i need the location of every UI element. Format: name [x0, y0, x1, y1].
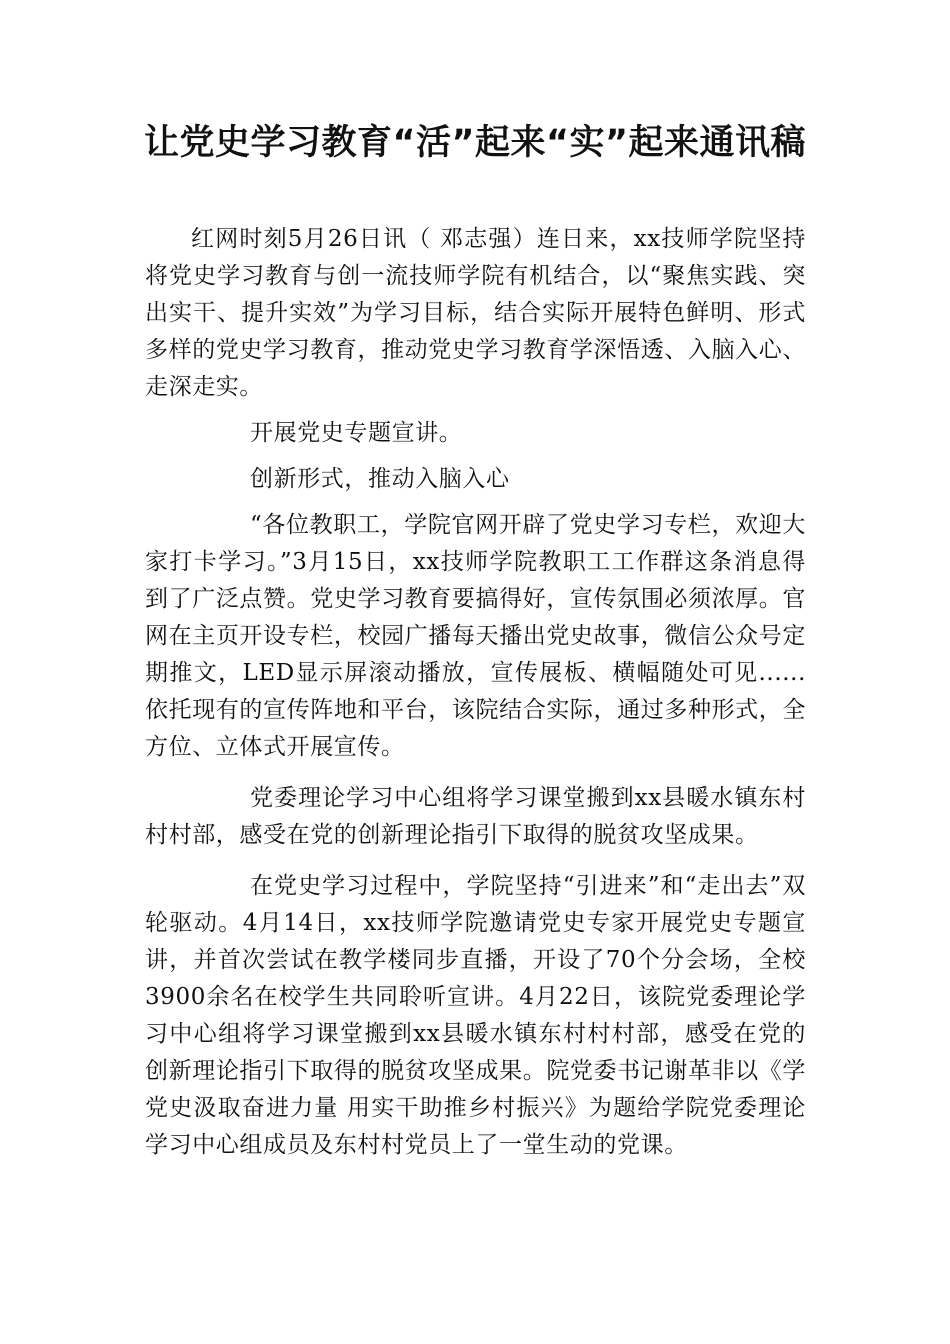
- document-title: 让党史学习教育“活”起来“实”起来通讯稿: [143, 123, 806, 163]
- lead-paragraph: 红网时刻5月26日讯（ 邓志强）连日来，xx技师学院坚持将党史学习教育与创一流技师学院有机结合，以“聚焦实践、突出实干、提升实效”为学习目标，结合实际开展特色鲜明、形式多样的党史学习教育，推动党史学习教育学深悟透、入脑入心、走深走实。: [145, 226, 806, 400]
- section-heading-lecture: 开展党史专题宣讲。: [250, 420, 463, 446]
- paragraph-study-process: 在党史学习过程中，学院坚持“引进来”和“走出去”双轮驱动。4月14日，xx技师学院邀请党史专家开展党史专题宣讲，并首次尝试在教学楼同步直播，开设了70个分会场，全校3900余名在校学生共同聆听宣讲。4月22日，该院党委理论学习中心组将学习课堂搬到xx县暖水镇东村村村部，感受在党的创新理论指引下取得的脱贫攻坚成果。院党委书记谢革非以《学党史汲取奋进力量 用实干助推乡村振兴》为题给学院党委理论学习中心组成员及东村村党员上了一堂生动的党课。: [145, 873, 806, 1158]
- paragraph-website-column: “各位教职工，学院官网开辟了党史学习专栏，欢迎大家打卡学习。”3月15日，xx技师学院教职工工作群这条消息得到了广泛点赞。党史学习教育要搞得好，宣传氛围必须浓厚。官网在主页开设专栏，校园广播每天播出党史故事，微信公众号定期推文，LED显示屏滚动播放，宣传展板、横幅随处可见......依托现有的宣传阵地和平台，该院结合实际，通过多种形式，全方位、立体式开展宣传。: [145, 512, 806, 760]
- document-body: [145, 221, 806, 1164]
- section-heading-innovation: 创新形式，推动入脑入心: [250, 466, 510, 492]
- paragraph-photo-caption: 党委理论学习中心组将学习课堂搬到xx县暖水镇东村村村部，感受在党的创新理论指引下取得的脱贫攻坚成果。: [145, 785, 806, 848]
